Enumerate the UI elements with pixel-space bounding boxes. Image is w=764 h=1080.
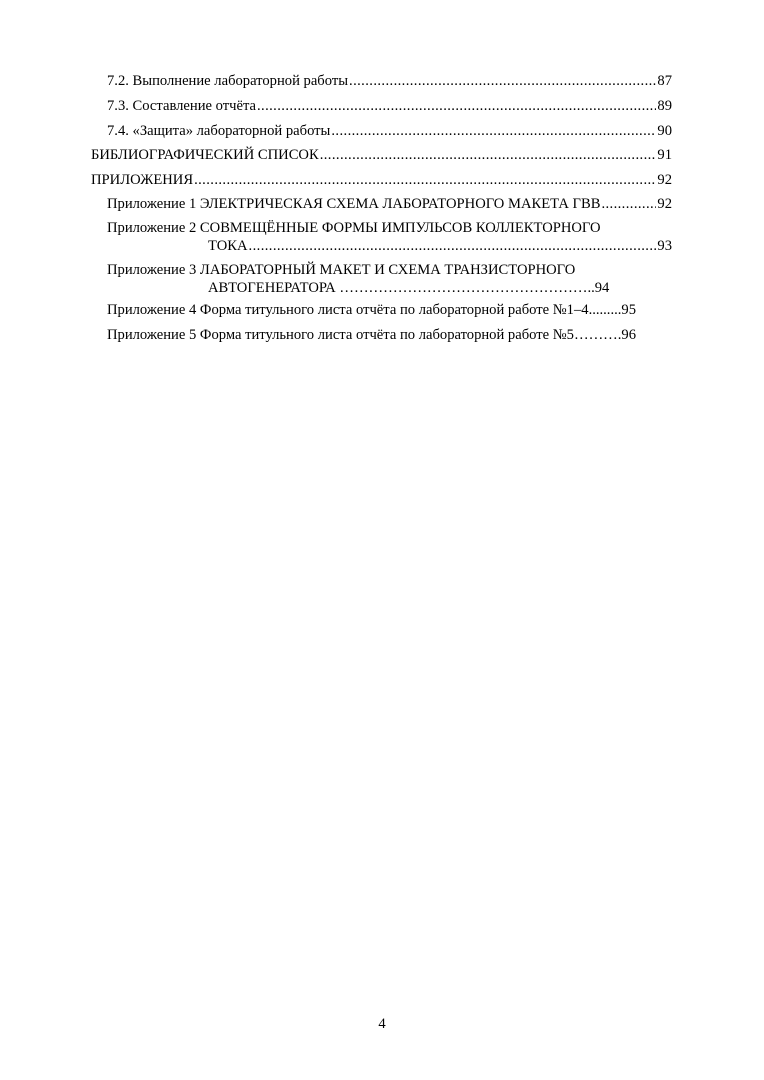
- toc-entry-title: Приложение 5 Форма титульного листа отчёта по лабораторной работе №5: [107, 327, 574, 343]
- toc-entry: [107, 122, 672, 140]
- toc-entry-title: БИБЛИОГРАФИЧЕСКИЙ СПИСОК: [91, 147, 319, 163]
- dot-leader: [331, 122, 656, 140]
- toc-entry-page: 95: [621, 302, 636, 318]
- dot-leader: [194, 171, 656, 189]
- dot-leader: ……………………………………………..: [339, 280, 595, 296]
- dot-leader: [601, 195, 656, 213]
- toc-entry-title: ПРИЛОЖЕНИЯ: [91, 172, 194, 188]
- toc-entry-page: 89: [657, 98, 672, 114]
- toc-entry: [107, 301, 636, 319]
- toc-entry: [208, 279, 609, 297]
- dot-leader: .........: [588, 302, 622, 318]
- toc-entry-page: 87: [657, 73, 672, 89]
- dot-leader: [249, 237, 657, 255]
- toc-entry: [107, 326, 636, 344]
- page-number: 4: [378, 1016, 386, 1032]
- toc-entry: [208, 237, 672, 255]
- toc-entry-title: Приложение 2 СОВМЕЩЁННЫЕ ФОРМЫ ИМПУЛЬСОВ КОЛЛЕКТОРНОГО: [107, 220, 601, 236]
- dot-leader: [349, 72, 656, 90]
- toc-entry-page: 94: [594, 280, 610, 296]
- dot-leader: [257, 97, 656, 115]
- toc-entry-title: Приложение 4 Форма титульного листа отчёта по лабораторной работе №1–4: [107, 302, 589, 318]
- toc-entry: [91, 171, 672, 189]
- toc-entry-page: 92: [657, 196, 672, 212]
- toc-entry-title: Приложение 1 ЭЛЕКТРИЧЕСКАЯ СХЕМА ЛАБОРАТОРНОГО МАКЕТА ГВВ: [107, 196, 601, 212]
- toc-entry: [91, 146, 672, 164]
- toc-entry-page: 91: [657, 147, 672, 163]
- toc-entry: [107, 195, 672, 213]
- toc-entry: [107, 97, 672, 115]
- toc-entry-page: 96: [621, 327, 636, 343]
- toc-entry: [107, 72, 672, 90]
- dot-leader: [320, 146, 657, 164]
- toc-entry-title: 7.3. Составление отчёта: [107, 98, 256, 114]
- toc-entry-title-continuation: АВТОГЕНЕРАТОРА: [208, 280, 336, 296]
- toc-entry-title-continuation: ТОКА: [208, 238, 248, 254]
- toc-entry-page: 92: [657, 172, 672, 188]
- toc-entry-page: 93: [657, 238, 672, 254]
- toc-entry-title: 7.2. Выполнение лабораторной работы: [107, 73, 349, 89]
- dot-leader: ……….: [573, 327, 622, 343]
- toc-entry-page: 90: [657, 123, 672, 139]
- toc-entry-title: 7.4. «Защита» лабораторной работы: [107, 123, 331, 139]
- toc-entry-title: Приложение 3 ЛАБОРАТОРНЫЙ МАКЕТ И СХЕМА ТРАНЗИСТОРНОГО: [107, 262, 576, 278]
